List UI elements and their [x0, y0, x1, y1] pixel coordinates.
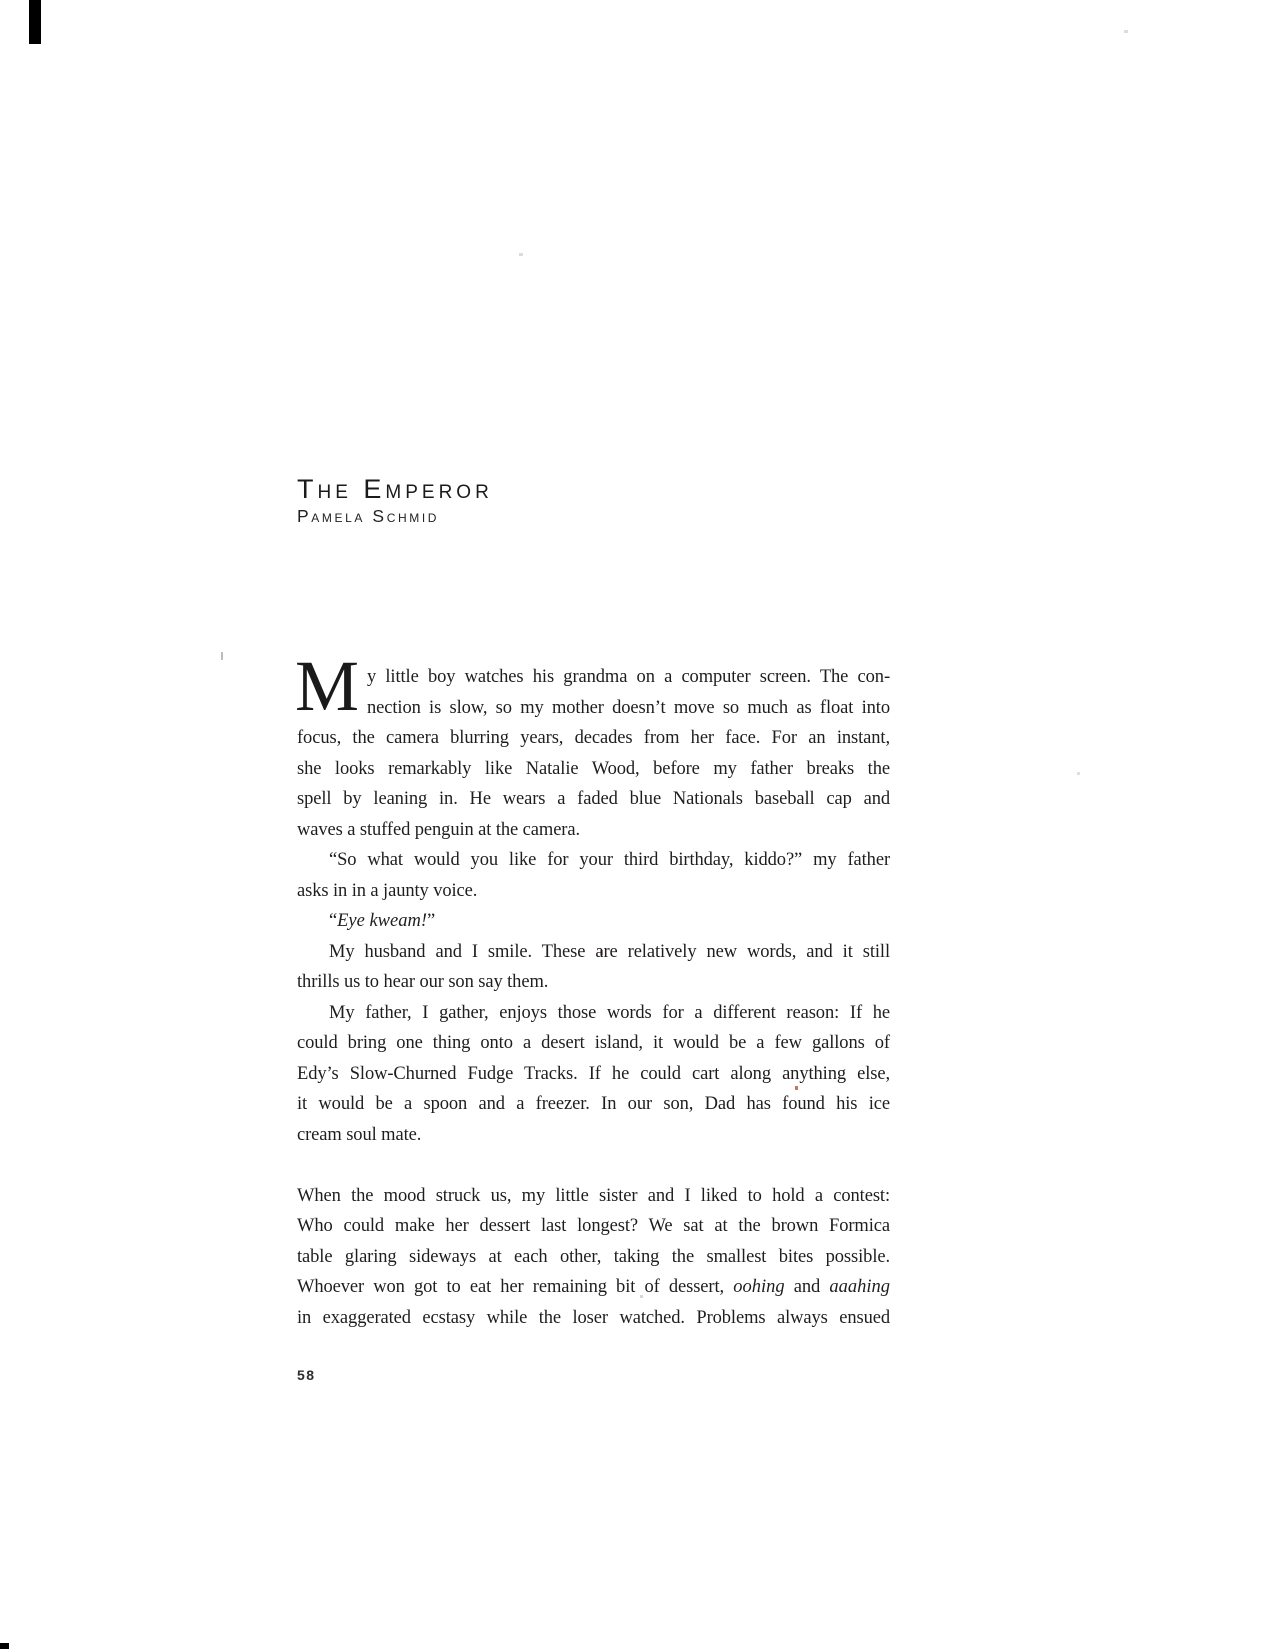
text-line: nection is slow, so my mother doesn’t move so much as float into: [367, 697, 890, 718]
page-number: 58: [297, 1367, 316, 1383]
text-line: in exaggerated ecstasy while the loser watched. Problems always ensued: [297, 1307, 890, 1328]
scan-artifact-mark: [1077, 772, 1080, 775]
scan-artifact-mark: [29, 0, 41, 44]
text-line: “So what would you like for your third birthday, kiddo?” my father: [329, 850, 890, 870]
text-line: focus, the camera blurring years, decades from her face. For an instant,: [297, 728, 890, 748]
italic-text: aaahing: [829, 1277, 891, 1297]
text-line: thrills us to hear our son say them.: [297, 972, 549, 992]
italic-text: Eye kweam!: [337, 911, 428, 931]
text-line: table glaring sideways at each other, taking the smallest bites possible.: [297, 1246, 890, 1267]
text-line: My husband and I smile. These are relatively new words, and it still: [329, 941, 890, 962]
text-line: When the mood struck us, my little sister and I liked to hold a contest:: [297, 1185, 890, 1206]
text-line: she looks remarkably like Natalie Wood, before my father breaks the: [297, 758, 890, 779]
text-line: “Eye kweam!”: [329, 911, 436, 931]
story-title: The Emperor: [297, 474, 493, 504]
text-line: spell by leaning in. He wears a faded blue Nationals baseball cap and: [297, 789, 890, 809]
text-line: y little boy watches his grandma on a computer screen. The con-: [367, 667, 890, 687]
text-line: My father, I gather, enjoys those words for a different reason: If he: [329, 1002, 890, 1023]
dropcap-letter: M: [295, 646, 360, 726]
scan-artifact-mark: [221, 652, 223, 660]
text-line: asks in in a jaunty voice.: [297, 880, 478, 901]
scan-artifact-mark: [0, 1643, 9, 1649]
italic-text: oohing: [733, 1277, 785, 1297]
body-text: [297, 662, 890, 1333]
text-line: could bring one thing onto a desert island, it would be a few gallons of: [297, 1033, 890, 1053]
scan-artifact-mark: [519, 253, 523, 256]
text-line: cream soul mate.: [297, 1124, 422, 1145]
text-line: Edy’s Slow-Churned Fudge Tracks. If he could cart along anything else,: [297, 1063, 890, 1084]
text-line: Whoever won got to eat her remaining bit of dessert, oohing and aaahing: [297, 1277, 891, 1297]
scan-artifact-mark: [1124, 30, 1128, 33]
text-line: waves a stuffed penguin at the camera.: [297, 819, 581, 840]
text-line: it would be a spoon and a freezer. In our son, Dad has found his ice: [297, 1094, 890, 1114]
text-line: Who could make her dessert last longest? We sat at the brown Formica: [297, 1216, 890, 1236]
story-author: Pamela Schmid: [297, 506, 440, 526]
